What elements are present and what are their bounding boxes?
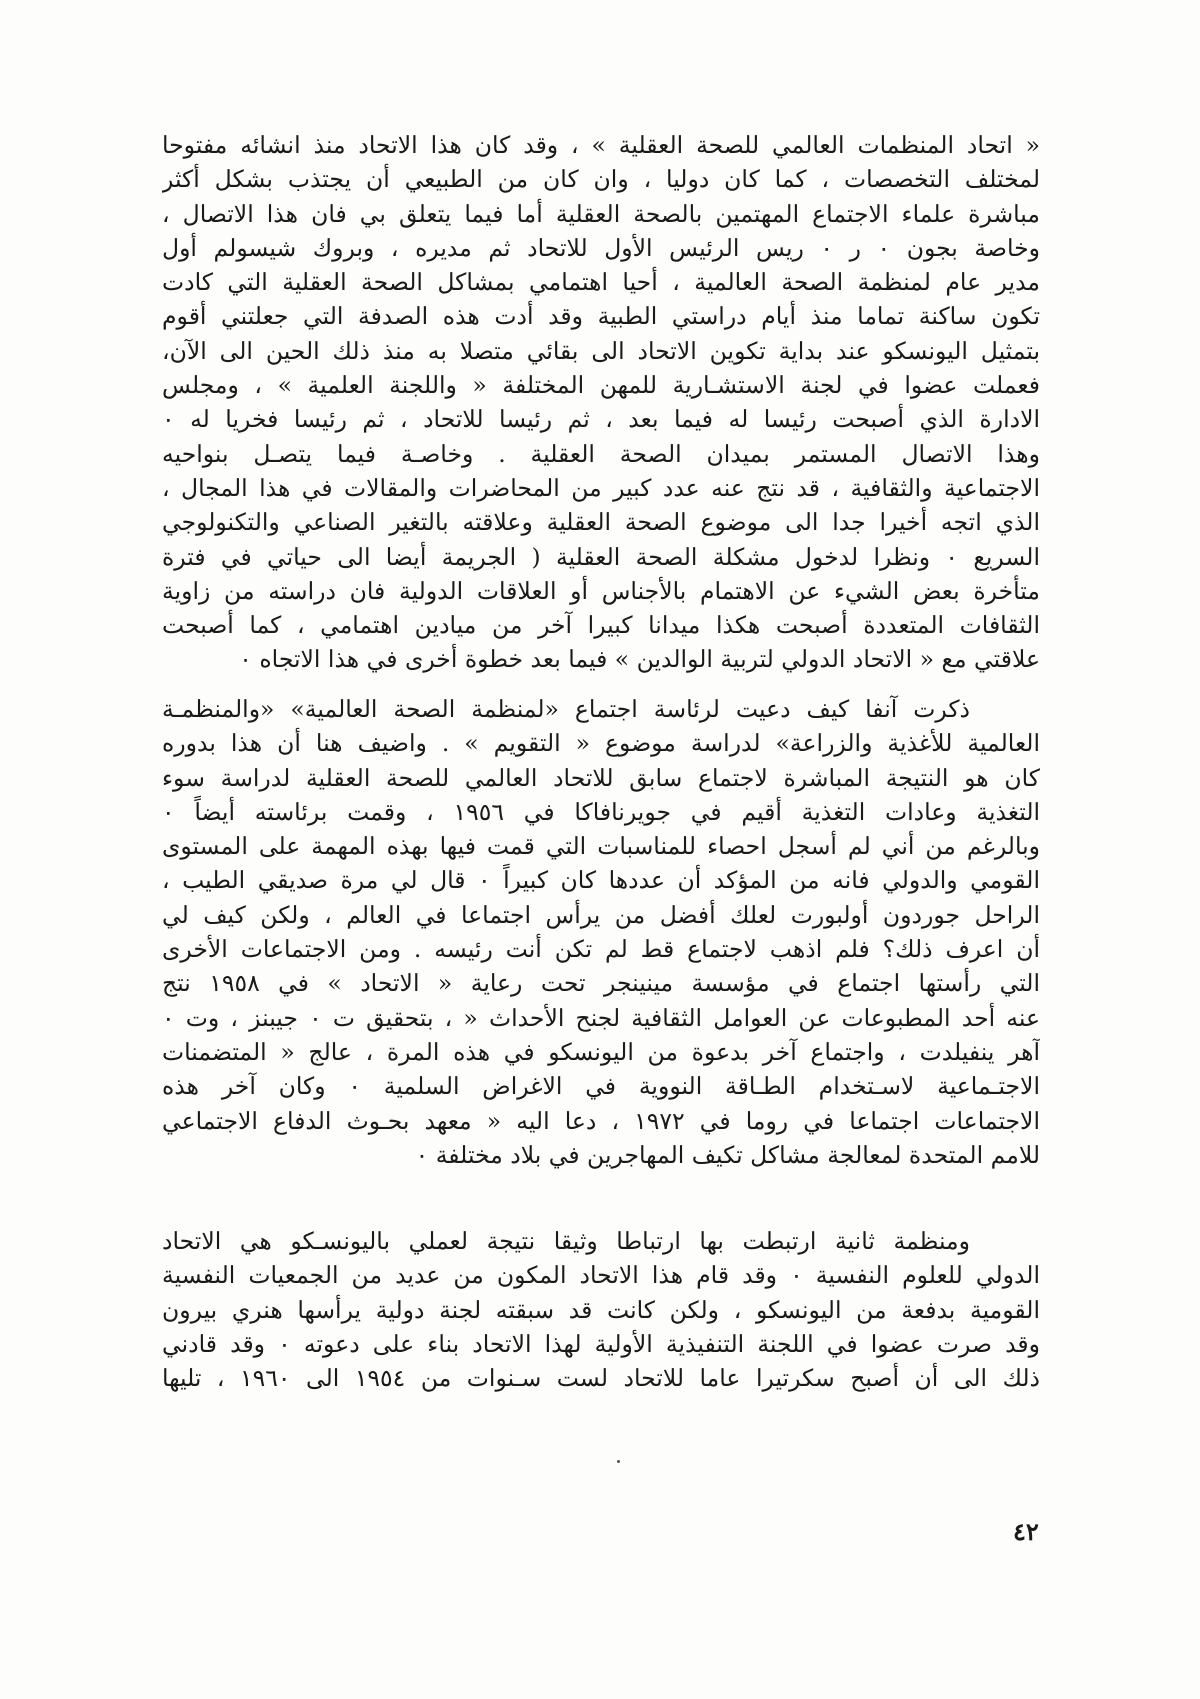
text-line: التغذية وعادات التغذية أقيم في جويرنافاكا في ١٩٥٦ ، وقمت برئاسته أيضاً ٠	[162, 797, 1040, 826]
text-line: مدير عام لمنظمة الصحة العالمية ، أحيا اهتمامي بمشاكل الصحة العقلية التي كادت	[162, 268, 1040, 297]
paragraph-1	[162, 128, 1040, 677]
text-line: متأخرة بعض الشيء عن الاهتمام بالأجناس أو العلاقات الدولية فان دراسته من زاوية	[162, 576, 1040, 605]
text-line: الراحل جوردون أولبورت لعلك أفضل من يرأس اجتماعا في العالم ، ولكن كيف لي	[162, 900, 1040, 929]
paragraph-3	[162, 1224, 1040, 1395]
text-line: فعملت عضوا في لجنة الاستشـارية للمهن المختلفة « واللجنة العلمية » ، ومجلس	[162, 371, 1040, 400]
text-line: وهذا الاتصال المستمر بميدان الصحة العقلية . وخاصـة فيما يتصـل بنواحيه	[162, 439, 1040, 468]
text-line: الدولي للعلوم النفسية ٠ وقد قام هذا الاتحاد المكون من عديد من الجمعيات النفسية	[162, 1261, 1040, 1290]
text-line: لمختلف التخصصات ، كما كان دوليا ، وان كان من الطبيعي أن يجتذب بشكل أكثر	[162, 165, 1040, 194]
text-line: تكون ساكنة تماما منذ أيام دراستي الطبية وقد أدت هذه الصدفة التي جعلتني أقوم	[162, 302, 1040, 331]
text-line: التي رأستها اجتماع في مؤسسة مينينجر تحت رعاية « الاتحاد » في ١٩٥٨ نتج	[162, 969, 1040, 998]
text-line: ذكرت آنفا كيف دعيت لرئاسة اجتماع «لمنظمة الصحة العالمية» «والمنظمـة	[162, 695, 970, 723]
text-line: الاجتماعات اجتماعا في روما في ١٩٧٢ ، دعا اليه « معهد بحـوث الدفاع الاجتماعي	[162, 1106, 1040, 1135]
text-line: الثقافات المتعددة أصبحت هكذا ميدانا كبيرا آخر من ميادين اهتمامي ، كما أصبحت	[162, 611, 1040, 640]
text-line: الاجتماعية والثقافية ، قد نتج عنه عدد كبير من المحاضرات والمقالات في هذا المجال ،	[162, 473, 1040, 502]
text-line: الذي اتجه أخيرا جدا الى موضوع الصحة العقلية وعلاقته بالتغير الصناعي والتكنولوجي	[162, 508, 1040, 537]
text-line: القومي والدولي فانه من المؤكد أن عددها كان كبيراً ٠ قال لي مرة صديقي الطيب ،	[162, 866, 1040, 895]
text-line: مباشرة علماء الاجتماع المهتمين بالصحة العقلية أما فيما يتعلق بي فان هذا الاتصال ،	[162, 199, 1040, 228]
page-number: ٤٢	[1013, 1517, 1039, 1546]
text-line: علاقتي مع « الاتحاد الدولي لتربية الوالدين » فيما بعد خطوة أخرى في هذا الاتجاه ٠	[239, 645, 1040, 674]
text-line: الادارة الذي أصبحت رئيسا له فيما بعد ، ثم رئيسا للاتحاد ، ثم رئيسا فخريا له ٠	[162, 405, 1040, 434]
text-line: وخاصة بجون ٠ ر ٠ ريس الرئيس الأول للاتحاد ثم مديره ، وبروك شيسولم أول	[162, 233, 1040, 262]
text-line: بتمثيل اليونسكو عند بداية تكوين الاتحاد الى بقائي متصلا به منذ ذلك الحين الى الآن،	[162, 336, 1040, 365]
text-line: للامم المتحدة لمعالجة مشاكل تكيف المهاجرين في بلاد مختلفة ٠	[415, 1140, 1040, 1169]
text-line: « اتحاد المنظمات العالمي للصحة العقلية » ، وقد كان هذا الاتحاد منذ انشائه مفتوحا	[162, 131, 1040, 159]
text-line: السريع ٠ ونظرا لدخول مشكلة الصحة العقلية ( الجريمة أيضا الى حياتي في فترة	[162, 542, 1040, 571]
text-line: كان هو النتيجة المباشرة لاجتماع سابق للاتحاد العالمي للصحة العقلية لدراسة سوء	[162, 763, 1040, 792]
text-line: الاجتـماعية لاسـتخدام الطـاقة النووية في الاغراض السلمية ٠ وكان آخر هذه	[162, 1072, 1040, 1101]
text-line: وقد صرت عضوا في اللجنة التنفيذية الأولية لهذا الاتحاد بناء على دعوته ٠ وقد قادني	[162, 1329, 1040, 1358]
text-line: ذلك الى أن أصبح سكرتيرا عاما للاتحاد لست سـنوات من ١٩٥٤ الى ١٩٦٠ ، تليها	[162, 1364, 1040, 1393]
text-line: أن اعرف ذلك؟ فلم اذهب لاجتماع قط لم تكن أنت رئيسه . ومن الاجتماعات الأخرى	[162, 935, 1040, 964]
text-line: ومنظمة ثانية ارتبطت بها ارتباطا وثيقا نتيجة لعملي باليونسـكو هي الاتحاد	[162, 1227, 970, 1255]
paragraph-2	[162, 692, 1040, 1172]
text-line: وبالرغم من أني لم أسجل احصاء للمناسبات التي قمت فيها بهذه المهمة على المستوى	[162, 832, 1040, 861]
text-line: القومية بدفعة من اليونسكو ، ولكن كانت قد سبقته لجنة دولية يرأسها هنري بيرون	[162, 1295, 1040, 1324]
text-line: العالمية للأغذية والزراعة» لدراسة موضوع « التقويم » . واضيف هنا أن هذا بدوره	[162, 729, 1040, 758]
text-line: آهر ينفيلدت ، واجتماع آخر بدعوة من اليونسكو في هذه المرة ، عالج « المتضمنات	[162, 1037, 1040, 1066]
scan-speck	[617, 1460, 620, 1463]
text-line: عنه أحد المطبوعات عن العوامل الثقافية لجنح الأحداث « ، بتحقيق ت ٠ جيبنز ، وت ٠	[162, 1003, 1040, 1032]
